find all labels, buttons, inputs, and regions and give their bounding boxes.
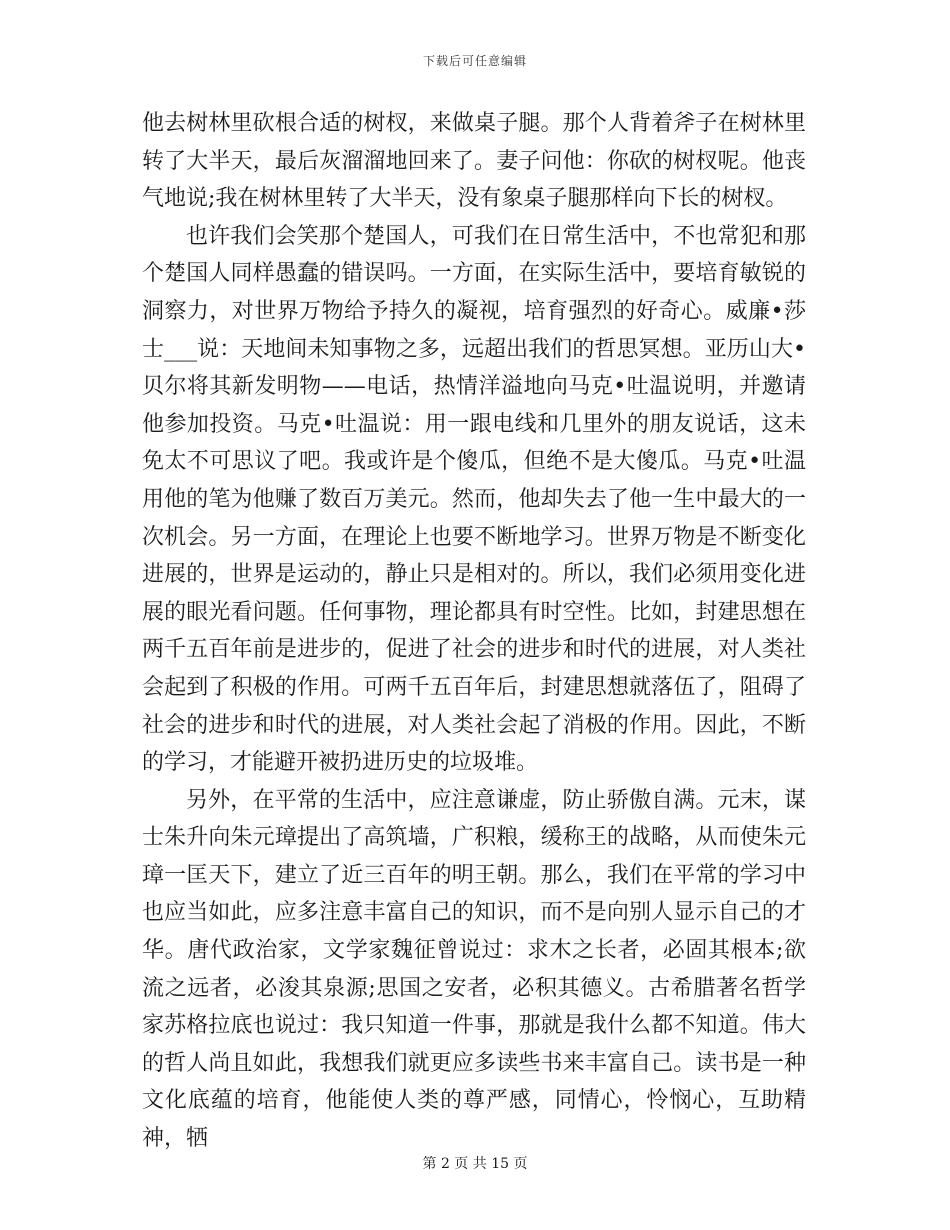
document-body	[142, 105, 806, 1158]
page-header: 下载后可任意编辑	[422, 54, 527, 68]
paragraph: 另外，在平常的生活中，应注意谦虚，防止骄傲自满。元末，谋士朱升向朱元璋提出了高筑墙，广积粮，缓称王的战略，从而使朱元璋一匡天下，建立了近三百年的明王朝。那么，我们在平常的学习中也应当如此，应多注意丰富自己的知识，而不是向别人显示自己的才华。唐代政治家，文学家魏征曾说过：求木之长者，必固其根本;欲流之远者，必浚其泉源;思国之安者，必积其德义。古希腊著名哲学家苏格拉底也说过：我只知道一件事，那就是我什么都不知道。伟大的哲人尚且如此，我想我们就更应多读些书来丰富自己。读书是一种文化底蕴的培育，他能使人类的尊严感，同情心，怜悯心，互助精神，牺	[142, 787, 806, 1152]
paragraph-continuation: 他去树林里砍根合适的树杈，来做桌子腿。那个人背着斧子在树林里转了大半天，最后灰溜溜地回来了。妻子问他：你砍的树杈呢。他丧气地说;我在树林里转了大半天，没有象桌子腿那样向下长的树杈。	[142, 111, 806, 212]
page-number-footer: 第 2 页 共 15 页	[422, 1156, 528, 1172]
paragraph: 也许我们会笑那个楚国人，可我们在日常生活中，不也常犯和那个楚国人同样愚蠢的错误吗。一方面，在实际生活中，要培育敏锐的洞察力，对世界万物给予持久的凝视，培育强烈的好奇心。威廉•莎士___说：天地间未知事物之多，远超出我们的哲思冥想。亚历山大•贝尔将其新发明物——电话，热情洋溢地向马克•吐温说明，并邀请他参加投资。马克•吐温说：用一跟电线和几里外的朋友说话，这未免太不可思议了吧。我或许是个傻瓜，但绝不是大傻瓜。马克•吐温用他的笔为他赚了数百万美元。然而，他却失去了他一生中最大的一次机会。另一方面，在理论上也要不断地学习。世界万物是不断变化进展的，世界是运动的，静止只是相对的。所以，我们必须用变化进展的眼光看问题。任何事物，理论都具有时空性。比如，封建思想在两千五百年前是进步的，促进了社会的进步和时代的进展，对人类社会起到了积极的作用。可两千五百年后，封建思想就落伍了，阻碍了社会的进步和时代的进展，对人类社会起了消极的作用。因此，不断的学习，才能避开被扔进历史的垃圾堆。	[142, 223, 806, 776]
